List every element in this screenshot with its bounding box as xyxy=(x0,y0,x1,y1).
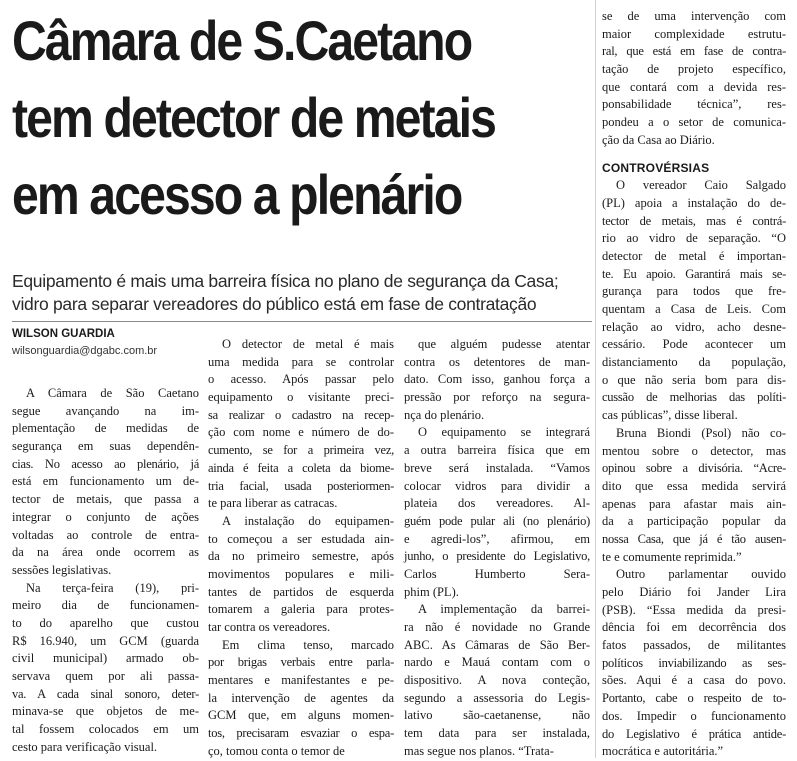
article-text-line: do Legislativo é prática antide- xyxy=(602,726,786,741)
article-text-line: to começou a ser estudada ain- xyxy=(208,531,394,546)
article-text-line: tector de metais, mas é contrá- xyxy=(602,213,786,228)
article-text-line: te e comumente reprimida.” xyxy=(602,549,742,564)
article-text-line: servava quem por ali passa- xyxy=(12,669,199,683)
article-text-line: está em funcionamento um de- xyxy=(12,474,199,489)
article-text-line: ABC. As Câmaras de São Ber- xyxy=(404,637,590,652)
article-text-line: ra não é novidade no Grande xyxy=(404,620,590,634)
article-text-line: (PL) apoia a instalação do de- xyxy=(602,195,786,210)
article-text-line: plementação de medidas de xyxy=(12,421,199,436)
article-text-line: maior complexidade estrutu- xyxy=(602,26,786,41)
article-text-line: voltadas ao controle de entra- xyxy=(12,527,199,542)
article-text-line: sa realizar o cadastro na recep- xyxy=(208,407,394,422)
article-text-line: nardo e Mauá contam com o xyxy=(404,655,590,670)
article-text-line: sões. Aqui é a casa do povo. xyxy=(602,673,786,688)
article-text-line: segurança em suas dependên- xyxy=(12,439,199,454)
article-text-line: tos, precisaram esvaziar o espa- xyxy=(208,726,394,741)
article-text-line: tação de projeto específico, xyxy=(602,62,786,77)
article-text-line: relação ao vidro, acho desne- xyxy=(602,319,786,334)
article-text-line: Em clima tenso, marcado xyxy=(222,637,394,652)
article-text-line: pondeu a o setor de comunica- xyxy=(602,115,786,130)
article-text-line: detector de metal é importan- xyxy=(602,248,786,263)
article-text-line: lativo são-caetanense, não xyxy=(404,708,590,723)
article-text-line: apenas para afastar mais ain- xyxy=(602,496,786,511)
article-text-line: cumento, se for a primeira vez, xyxy=(208,443,394,458)
headline-line: em acesso a plenário xyxy=(12,163,462,226)
byline-email: wilsonguardia@dgabc.com.br xyxy=(12,345,158,357)
headline-line: Câmara de S.Caetano xyxy=(12,9,472,72)
article-text-line: A instalação do equipamen- xyxy=(222,513,394,528)
article-text-line: Outro parlamentar ouvido xyxy=(616,567,786,582)
article-text-line: O detector de metal é mais xyxy=(222,337,394,351)
article-text-line: civil municipal) armado ob- xyxy=(12,651,199,666)
article-text-line: va. A cada sinal sonoro, deter- xyxy=(12,686,199,701)
article-text-line: Na terça-feira (19), pri- xyxy=(26,580,199,595)
byline-author: WILSON GUARDIA xyxy=(12,328,115,340)
article-text-line: ainda é feita a coleta da biome- xyxy=(208,460,394,475)
article-text-line: gurança para todos que fre- xyxy=(602,284,786,299)
article-text-line: o acesso. Após passar pelo xyxy=(208,372,394,387)
article-text-line: cesto para verificação visual. xyxy=(12,739,158,754)
article-text-line: políticos inviabilizando as ses- xyxy=(602,655,786,670)
article-text-line: Portanto, cabe o respeito de to- xyxy=(602,691,786,706)
article-text-line: mocrática e autoritária.” xyxy=(602,744,724,759)
article-text-line: guém pode pular ali (no plenário) xyxy=(404,513,590,528)
headline-line: tem detector de metais xyxy=(12,86,495,149)
article-text-line: cussão de melhorias das políti- xyxy=(602,390,786,405)
article-text-line: tector de metais, que passa a xyxy=(12,492,199,507)
article-text-line: ponsabilidade técnica”, res- xyxy=(602,97,786,112)
article-text-line: cias. No acesso ao plenário, já xyxy=(12,456,199,471)
article-text-line: que contará com a devida res- xyxy=(602,79,786,94)
article-text-line: meiro dia de funcionamen- xyxy=(12,598,199,613)
article-text-line: ral, que está em fase de contra- xyxy=(602,44,786,59)
article-text-line: tem data para ser instalada, xyxy=(404,726,590,741)
article-text-line: cas públicas”, disse liberal. xyxy=(602,408,738,423)
article-text-line: o que não seria bom para dis- xyxy=(602,372,786,387)
article-text-line: segundo a assessoria do Legis- xyxy=(404,690,590,705)
article-text-line: phim (PL). xyxy=(404,584,459,599)
article-text-line: tomarem a galeria para protes- xyxy=(208,602,394,617)
article-text-line: tria facial, usada posteriormen- xyxy=(208,478,394,493)
article-text-line: uma medida para se controlar xyxy=(208,354,394,369)
article-text-line: se de uma intervenção com xyxy=(602,9,786,23)
article-text-line: cessário. Pode acontecer um xyxy=(602,337,786,352)
article-text-line: da na área onde ocorrem as xyxy=(12,545,199,560)
article-text-line: dispositivo. A nova conteção, xyxy=(404,673,590,688)
article-text-line: ção da Casa ao Diário. xyxy=(602,132,715,147)
article-text-line: sessões legislativas. xyxy=(12,562,112,577)
article-text-line: que alguém pudesse atentar xyxy=(418,337,590,351)
article-text-line: breve será instalada. “Vamos xyxy=(404,460,590,475)
article-text-line: tantes de partidos de esquerda xyxy=(208,584,394,599)
article-text-line: pressão por reforço na segura- xyxy=(404,390,590,405)
article-text-line: nossa Casa, que já é tão ausen- xyxy=(602,531,786,546)
article-text-line: mentou sobre o detector, mas xyxy=(602,443,786,458)
article-text-line: integrar o conjunto de ações xyxy=(12,509,199,524)
article-text-line: mentares e manifestantes e pe- xyxy=(208,673,394,688)
article-text-line: O vereador Caio Salgado xyxy=(616,178,786,193)
article-text-line: Bruna Biondi (Psol) não co- xyxy=(616,425,786,440)
article-text-line: distanciamento da população, xyxy=(602,355,786,370)
article-text-line: dito que essa medida servirá xyxy=(602,478,786,493)
article-text-line: tar contra os vereadores. xyxy=(208,620,331,634)
article-text-line: segue avançando na im- xyxy=(12,403,199,418)
article-text-line: dos. Impedir o funcionamento xyxy=(602,708,786,723)
article-text-line: tal fossem colocados em um xyxy=(12,722,199,737)
article-column-2 xyxy=(208,336,394,761)
article-text-line: nça do plenário. xyxy=(404,407,485,422)
article-text-line: colocar vidros para dividir a xyxy=(404,478,590,493)
subheadline xyxy=(12,270,592,316)
article-text-line: contra os detentores de man- xyxy=(404,354,590,369)
article-text-line: mas segue nos planos. “Trata- xyxy=(404,743,554,758)
article-column-1 xyxy=(12,385,199,756)
article-text-line: la intervenção de agentes da xyxy=(208,690,394,705)
article-text-line: minava-se que objetos de me- xyxy=(12,704,199,719)
article-text-line: pelo Diário foi Jander Lira xyxy=(602,585,786,599)
article-text-line: junho, o presidente do Legislativo, xyxy=(404,549,590,564)
article-text-line: A Câmara de São Caetano xyxy=(26,386,199,400)
article-text-line: te para liberar as catracas. xyxy=(208,496,338,511)
article-text-line: rio ao vidro de separação. “O xyxy=(602,231,786,246)
article-text-line: fatos passados, de militantes xyxy=(602,638,786,653)
article-text-line: equipamento o visitante preci- xyxy=(208,390,394,405)
divider xyxy=(12,321,592,322)
headline xyxy=(12,2,515,233)
article-text-line: GCM que, em alguns momen- xyxy=(208,708,394,723)
article-text-line: to do aparelho que custou xyxy=(12,615,199,630)
article-text-line: movimentos populares e mili- xyxy=(208,566,394,581)
article-text-line: dato. Com isso, ganhou força a xyxy=(404,372,590,387)
article-text-line: te. Eu apoio. Garantirá mais se- xyxy=(602,266,786,281)
article-text-line: e agredi-los”, afirmou, em xyxy=(404,531,590,546)
article-text-line: A implementação da barrei- xyxy=(418,602,590,617)
article-text-line: quentam a Casa de Leis. Com xyxy=(602,302,786,316)
column-divider xyxy=(595,0,596,758)
article-text-line: opinou sobre a divisória. “Acre- xyxy=(602,461,786,476)
section-subheading: CONTROVÉRSIAS xyxy=(602,160,710,175)
article-text-line: (PSB). “Essa medida da presi- xyxy=(602,602,786,617)
article-text-line: ção com nome e número de do- xyxy=(208,425,394,440)
spacer xyxy=(602,150,786,160)
article-column-3 xyxy=(404,336,590,761)
article-text-line: dência foi em decorrência dos xyxy=(602,620,786,635)
article-text-line: a outra barreira física que em xyxy=(404,443,590,458)
article-column-4 xyxy=(602,8,786,761)
article-text-line: por brigas verbais entre parla- xyxy=(208,655,394,670)
article-text-line: ço, tomou conta o temor de xyxy=(208,743,345,758)
article-text-line: da no primeiro semestre, após xyxy=(208,549,394,564)
article-text-line: da a participação popular da xyxy=(602,514,786,529)
article-text-line: O equipamento se integrará xyxy=(418,425,590,440)
article-text-line: Carlos Humberto Sera- xyxy=(404,566,590,581)
subheadline-line: vidro para separar vereadores do público está em fase de contratação xyxy=(12,294,537,314)
article-text-line: plateia dos vereadores. Al- xyxy=(404,496,590,511)
subheadline-line: Equipamento é mais uma barreira física no plano de segurança da Casa; xyxy=(12,271,559,291)
article-text-line: R$ 16.940, um GCM (guarda xyxy=(12,633,199,648)
